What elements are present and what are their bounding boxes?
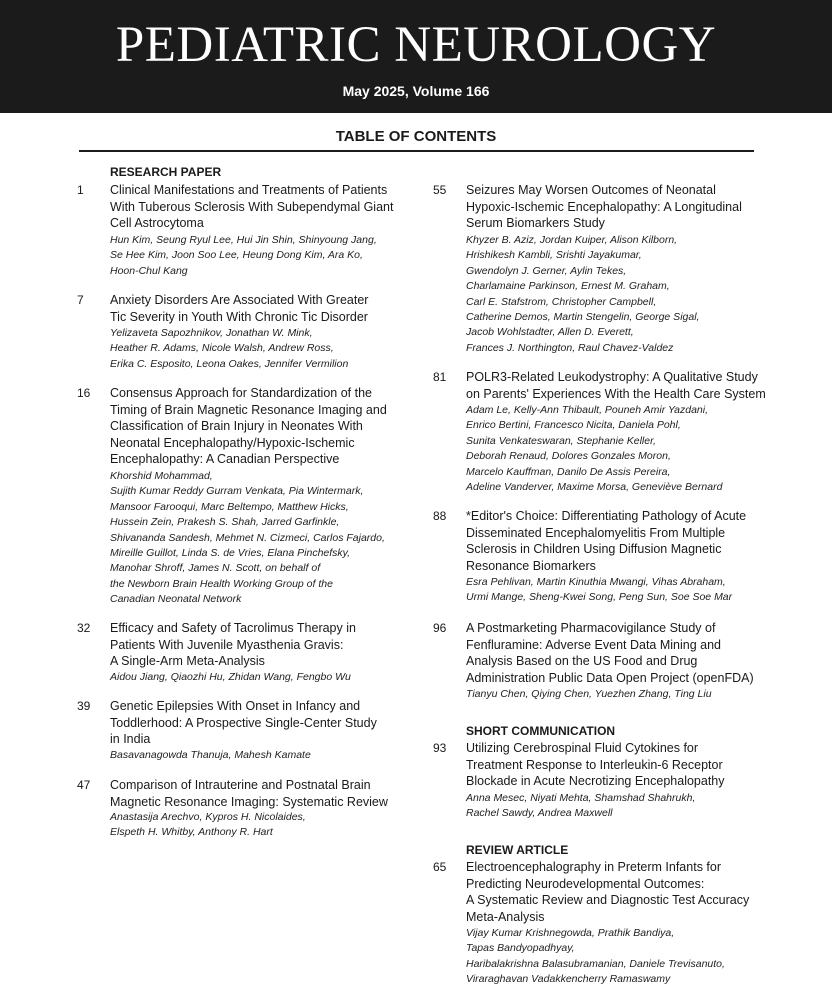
entry-page-number: 32 bbox=[77, 621, 91, 635]
entry-title: Seizures May Worsen Outcomes of Neonatal Hypoxic-Ischemic Encephalopathy: A Longitudinal Serum Biomarkers Study bbox=[466, 183, 742, 231]
entry-authors: Hun Kim, Seung Ryul Lee, Hui Jin Shin, Shinyoung Jang, Se Hee Kim, Joon Soo Lee, Heung Dong Kim, Ara Ko, Hoon-Chul Kang bbox=[110, 234, 377, 277]
entry-page-number: 1 bbox=[77, 183, 84, 197]
section-label-research: RESEARCH PAPER bbox=[110, 165, 222, 179]
section-label-short-communication: SHORT COMMUNICATION bbox=[466, 724, 616, 738]
entry-page-number: 81 bbox=[433, 370, 447, 384]
entry-title: POLR3-Related Leukodystrophy: A Qualitative Study on Parents' Experiences With the Health Care System bbox=[466, 370, 766, 401]
entry-page-number: 39 bbox=[77, 699, 91, 713]
entry-title: A Postmarketing Pharmacovigilance Study of Fenfluramine: Adverse Event Data Mining and Analysis Based on the US Food and Drug Administration Public Data Open Project (openFDA) bbox=[466, 621, 754, 685]
entry-authors: Esra Pehlivan, Martin Kinuthia Mwangi, Vihas Abraham, Urmi Mange, Sheng-Kwei Song, Peng Sun, Soe Soe Mar bbox=[466, 576, 733, 604]
entry-page-number: 7 bbox=[77, 293, 84, 307]
entry-authors: Aidou Jiang, Qiaozhi Hu, Zhidan Wang, Fengbo Wu bbox=[110, 671, 351, 683]
entry-page-number: 47 bbox=[77, 778, 91, 792]
entry-page-number: 88 bbox=[433, 509, 447, 523]
journal-title: PEDIATRIC NEUROLOGY bbox=[115, 17, 717, 73]
entry-page-number: 65 bbox=[433, 860, 447, 874]
entry-authors: Adam Le, Kelly-Ann Thibault, Pouneh Amir Yazdani, Enrico Bertini, Francesco Nicita, Daniela Pohl, Sunita Venkateswaran, Stephanie Keller, Deborah Renaud, Dolores Gonzales Moron, Marcelo Kauffman, Danilo De Assis Pereira, Adeline Vanderver, Maxime Morsa, Geneviève Bernard bbox=[466, 404, 723, 494]
issue-date-volume: May 2025, Volume 166 bbox=[342, 83, 490, 99]
entry-title: Clinical Manifestations and Treatments of Patients With Tuberous Sclerosis With Subependymal Giant Cell Astrocytoma bbox=[110, 183, 394, 231]
entry-title: Utilizing Cerebrospinal Fluid Cytokines for Treatment Response to Interleukin-6 Receptor Blockade in Acute Necrotizing Encephalopathy bbox=[466, 741, 725, 789]
entry-title: Anxiety Disorders Are Associated With Greater Tic Severity in Youth With Chronic Tic Disorder bbox=[110, 293, 369, 324]
entry-title: Efficacy and Safety of Tacrolimus Therapy in Patients With Juvenile Myasthenia Gravis: A Single-Arm Meta-Analysis bbox=[110, 621, 356, 669]
entry-title: Electroencephalography in Preterm Infants for Predicting Neurodevelopmental Outcomes: A Systematic Review and Diagnostic Test Accuracy Meta-Analysis bbox=[466, 860, 750, 924]
entry-authors: Anna Mesec, Niyati Mehta, Shamshad Shahrukh, Rachel Sawdy, Andrea Maxwell bbox=[466, 792, 696, 820]
entry-page-number: 55 bbox=[433, 183, 447, 197]
entry-page-number: 96 bbox=[433, 621, 447, 635]
section-label-review-article: REVIEW ARTICLE bbox=[466, 843, 569, 857]
entry-title: Consensus Approach for Standardization of the Timing of Brain Magnetic Resonance Imaging and Classification of Brain Injury in Neonates With Neonatal Encephalopathy/Hypoxic-Ischemic Encephalopathy: A Canadian Perspective bbox=[110, 386, 387, 467]
entry-page-number: 16 bbox=[77, 386, 91, 400]
entry-authors: Khorshid Mohammad, Sujith Kumar Reddy Gurram Venkata, Pia Wintermark, Mansoor Farooqui, Marc Beltempo, Matthew Hicks, Hussein Zein, Prakesh S. Shah, Jarred Garfinkle, Shivananda Sandesh, Mehmet N. Cizmeci, Carlos Fajardo, Mireille Guillot, Linda S. de Vries, Elana Pinchefsky, Manohar Shroff, James N. Scott, on behalf of the Newborn Brain Health Working Group of the Canadian Neonatal Network bbox=[110, 470, 385, 606]
toc-heading: TABLE OF CONTENTS bbox=[335, 128, 497, 145]
entry-authors: Khyzer B. Aziz, Jordan Kuiper, Alison Kilborn, Hrishikesh Kambli, Srishti Jayakumar, Gwendolyn J. Gerner, Aylin Tekes, Charlamaine Parkinson, Ernest M. Graham, Carl E. Stafstrom, Christopher Campbell, Catherine Demos, Martin Stengelin, George Sigal, Jacob Wohlstadter, Allen D. Everett, Frances J. Northington, Raul Chavez-Valdez bbox=[466, 234, 700, 354]
entry-authors: Yelizaveta Sapozhnikov, Jonathan W. Mink, Heather R. Adams, Nicole Walsh, Andrew Ross, Erika C. Esposito, Leona Oakes, Jennifer Vermilion bbox=[110, 327, 349, 370]
entry-title: *Editor's Choice: Differentiating Pathology of Acute Disseminated Encephalomyelitis From Multiple Sclerosis in Children Using Diffusion Magnetic Resonance Biomarkers bbox=[466, 509, 747, 573]
entry-title: Genetic Epilepsies With Onset in Infancy and Toddlerhood: A Prospective Single-Center Study in India bbox=[110, 699, 377, 747]
entry-authors: Basavanagowda Thanuja, Mahesh Kamate bbox=[110, 749, 311, 761]
entry-authors: Vijay Kumar Krishnegowda, Prathik Bandiya, Tapas Bandyopadhyay, Haribalakrishna Balasubramanian, Daniele Trevisanuto, Viraraghavan Vadakkencherry Ramaswamy bbox=[466, 927, 725, 986]
toc-divider bbox=[79, 150, 754, 152]
entry-authors: Anastasija Arechvo, Kypros H. Nicolaides, Elspeth H. Whitby, Anthony R. Hart bbox=[110, 811, 306, 839]
entry-title: Comparison of Intrauterine and Postnatal Brain Magnetic Resonance Imaging: Systematic Review bbox=[110, 778, 388, 809]
journal-masthead bbox=[0, 0, 832, 113]
entry-page-number: 93 bbox=[433, 741, 447, 755]
entry-authors: Tianyu Chen, Qiying Chen, Yuezhen Zhang, Ting Liu bbox=[466, 688, 712, 700]
